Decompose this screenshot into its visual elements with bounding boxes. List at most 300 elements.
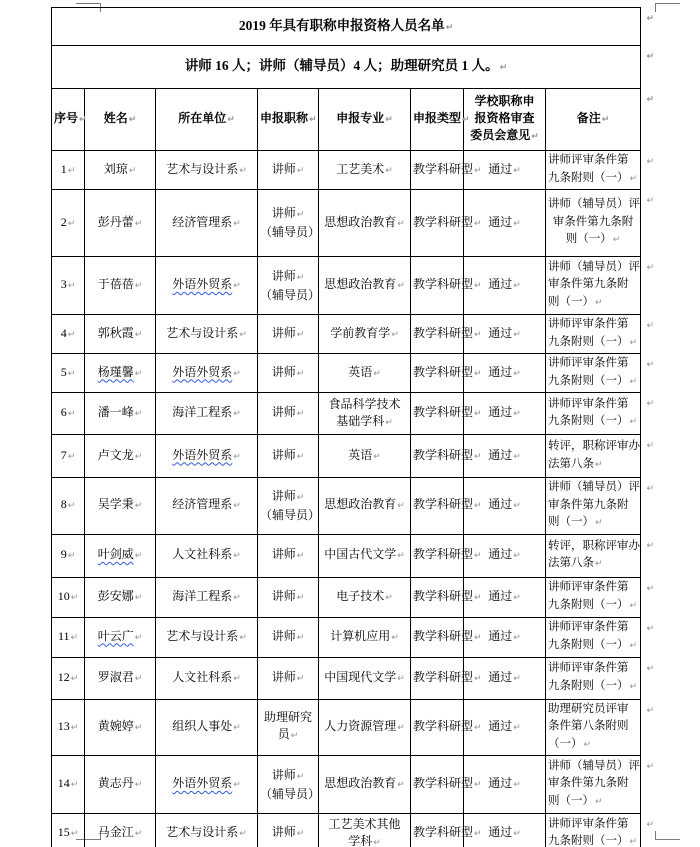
cell-text: 审条件第九条附: [548, 777, 629, 790]
crop-mark-top-right: [655, 3, 680, 12]
cell-text: 经济管理系: [172, 214, 233, 229]
cell-text: 申报职称: [260, 111, 309, 125]
cell-text: 讲师评审条件第: [548, 621, 629, 633]
cell-text: 11: [57, 628, 70, 643]
cell-text: 九条附则（一）: [548, 415, 629, 427]
table-row: [52, 190, 641, 257]
paragraph-mark-icon: ↵: [134, 451, 143, 462]
paragraph-mark-icon: ↵: [513, 329, 521, 340]
cell-name: [85, 699, 156, 756]
cell-text: 教学科研型: [413, 405, 474, 419]
cell-text: 外语外贸系: [172, 277, 233, 291]
cell-text: 马金江: [97, 825, 134, 839]
cell-text: 教学科研型: [413, 277, 474, 291]
paragraph-mark-icon: ↵: [67, 451, 76, 462]
cell-type: [411, 534, 482, 577]
cell-major: [319, 617, 411, 657]
paragraph-mark-icon: ↵: [445, 22, 454, 33]
paragraph-mark-icon: ↵: [233, 451, 241, 462]
cell-title: [258, 657, 319, 699]
cell-name: [85, 315, 156, 354]
title-row: [52, 8, 641, 46]
cell-text: 13: [57, 718, 70, 733]
cell-major: [319, 699, 411, 756]
cell-text: 讲师: [271, 669, 296, 684]
cell-title: [258, 435, 319, 478]
paragraph-mark-icon: ↵: [67, 368, 76, 379]
row-end-mark-icon: ↵: [646, 360, 655, 370]
paragraph-mark-icon: ↵: [296, 409, 305, 419]
cell-title: [258, 257, 319, 315]
cell-text: 思想政治教育: [324, 214, 397, 229]
paragraph-mark-icon: ↵: [513, 409, 521, 419]
paragraph-mark-icon: ↵: [499, 63, 508, 73]
paragraph-mark-icon: ↵: [373, 451, 381, 462]
cell-unit: [156, 435, 258, 478]
cell-text: 讲师（辅导员）评: [548, 260, 640, 273]
cell-unit: [156, 534, 258, 577]
cell-text: 讲师: [271, 628, 296, 643]
cell-opinion: [464, 257, 546, 315]
cell-text: 艺术与设计系: [166, 825, 239, 839]
cell-text: 审条件第九条附: [552, 215, 634, 228]
cell-text: 讲师评审条件第: [548, 581, 629, 593]
cell-text: 九条附则（一）: [548, 374, 629, 387]
cell-text: 教学科研型: [413, 825, 474, 839]
cell-text: 讲师评审条件第: [548, 357, 629, 369]
cell-no: [52, 151, 85, 190]
paragraph-mark-icon: ↵: [233, 551, 241, 561]
paragraph-mark-icon: ↵: [296, 272, 305, 283]
cell-text: 转评，职称评审办: [548, 440, 640, 452]
paragraph-mark-icon: ↵: [595, 459, 603, 470]
cell-text: 教学科研型: [413, 364, 474, 379]
cell-type: [411, 699, 482, 756]
cell-text: 计算机应用: [330, 628, 391, 643]
paragraph-mark-icon: ↵: [134, 551, 143, 561]
row-end-mark-icon: ↵: [646, 540, 655, 551]
cell-text: （一）: [548, 737, 583, 750]
paragraph-mark-icon: ↵: [134, 368, 143, 379]
cell-text: 序号: [54, 111, 79, 125]
cell-text: 7: [60, 447, 67, 462]
paragraph-mark-icon: ↵: [391, 632, 399, 643]
paragraph-mark-icon: ↵: [513, 780, 521, 790]
paragraph-mark-icon: ↵: [233, 673, 241, 684]
cell-text: 申报类型: [413, 111, 462, 125]
cell-opinion: [464, 534, 546, 577]
cell-name: [85, 257, 156, 315]
table-row: [52, 814, 641, 847]
cell-text: 教学科研型: [413, 718, 474, 733]
cell-remark: [546, 257, 655, 315]
cell-text: 审条件第九条附: [548, 278, 629, 291]
paragraph-mark-icon: ↵: [296, 673, 305, 684]
col-header-remark: [546, 89, 655, 151]
paragraph-mark-icon: ↵: [70, 722, 79, 733]
paragraph-mark-icon: ↵: [474, 673, 482, 684]
cell-title: [258, 478, 319, 535]
cell-text: 通过: [488, 547, 513, 561]
paragraph-mark-icon: ↵: [397, 218, 405, 229]
cell-text: 讲师: [271, 206, 296, 220]
paragraph-mark-icon: ↵: [70, 632, 79, 643]
cell-text: 经济管理系: [172, 497, 233, 512]
row-end-mark-icon: ↵: [646, 762, 655, 772]
table-row: [52, 151, 641, 190]
cell-text: 潘一峰: [97, 405, 134, 419]
cell-text: 12: [57, 669, 70, 684]
table-row: [52, 315, 641, 354]
paragraph-mark-icon: ↵: [233, 218, 241, 229]
paragraph-mark-icon: ↵: [67, 551, 76, 561]
paragraph-mark-icon: ↵: [513, 501, 521, 512]
cell-text: 通过: [488, 405, 513, 419]
paragraph-mark-icon: ↵: [513, 673, 521, 684]
paragraph-mark-icon: ↵: [397, 780, 405, 790]
cell-text: 讲师: [271, 825, 296, 839]
cell-name: [85, 354, 156, 393]
cell-no: [52, 354, 85, 393]
paragraph-mark-icon: ↵: [474, 281, 482, 291]
cell-text: 艺术与设计系: [166, 161, 239, 176]
table-row: [52, 435, 641, 478]
paragraph-mark-icon: ↵: [134, 281, 143, 291]
cell-unit: [156, 393, 258, 435]
document-summary: [52, 46, 655, 89]
cell-name: [85, 478, 156, 535]
cell-unit: [156, 190, 258, 257]
cell-unit: [156, 699, 258, 756]
row-end-mark-icon: ↵: [646, 263, 655, 273]
paragraph-mark-icon: ↵: [296, 771, 305, 782]
col-header-major: [319, 89, 411, 151]
cell-major: [319, 657, 411, 699]
cell-text: 中国现代文学: [324, 669, 397, 684]
col-header-unit: [156, 89, 258, 151]
row-end-mark-icon: ↵: [646, 441, 655, 451]
cell-no: [52, 257, 85, 315]
cell-opinion: [464, 478, 546, 535]
cell-type: [411, 756, 482, 814]
paragraph-mark-icon: ↵: [128, 115, 137, 125]
cell-text: 条件第八条附则: [548, 720, 629, 732]
row-end-mark-icon: ↵: [646, 52, 655, 62]
cell-opinion: [464, 657, 546, 699]
paragraph-mark-icon: ↵: [474, 368, 482, 379]
cell-text: 教学科研型: [413, 497, 474, 512]
table-row: [52, 756, 641, 814]
cell-text: 讲师（辅导员）评: [548, 198, 640, 211]
table-row: [52, 257, 641, 315]
paragraph-mark-icon: ↵: [629, 600, 638, 611]
cell-opinion: [464, 617, 546, 657]
cell-text: 九条附则（一）: [548, 835, 629, 847]
cell-text: 则（一）: [548, 295, 594, 308]
paragraph-mark-icon: ↵: [296, 329, 305, 340]
cell-major: [319, 257, 411, 315]
cell-text: 教学科研型: [413, 447, 474, 462]
cell-text: 外语外贸系: [172, 447, 233, 462]
cell-title: [258, 190, 319, 257]
paragraph-mark-icon: ↵: [296, 451, 305, 462]
cell-text: 思想政治教育: [324, 497, 397, 512]
cell-name: [85, 190, 156, 257]
cell-text: 则（一）: [565, 233, 612, 246]
cell-text: 14: [57, 776, 70, 790]
cell-unit: [156, 354, 258, 393]
cell-text: 通过: [488, 776, 513, 790]
cell-remark: [546, 151, 655, 190]
paragraph-mark-icon: ↵: [70, 829, 79, 839]
paragraph-mark-icon: ↵: [70, 673, 79, 684]
cell-text: 学校职称申: [474, 94, 535, 108]
cell-unit: [156, 814, 258, 847]
cell-text: 1: [60, 161, 67, 176]
cell-text: 罗淑君: [97, 669, 134, 684]
paragraph-mark-icon: ↵: [227, 115, 235, 125]
cell-type: [411, 315, 482, 354]
paragraph-mark-icon: ↵: [474, 551, 482, 561]
paragraph-mark-icon: ↵: [134, 218, 143, 229]
cell-text: 申报专业: [336, 111, 385, 125]
paragraph-mark-icon: ↵: [612, 235, 621, 246]
cell-text: （辅导员）: [260, 287, 321, 302]
cell-text: 九条附则（一）: [548, 335, 629, 348]
cell-type: [411, 657, 482, 699]
paragraph-mark-icon: ↵: [385, 165, 393, 176]
cell-text: 通过: [488, 447, 513, 462]
cell-title: [258, 617, 319, 657]
paragraph-mark-icon: ↵: [134, 329, 143, 340]
cell-text: 人力资源管理: [324, 718, 397, 733]
paragraph-mark-icon: ↵: [397, 501, 405, 512]
cell-text: 人文社科系: [172, 669, 233, 684]
cell-text: 食品科学技术: [328, 396, 401, 411]
cell-name: [85, 577, 156, 617]
cell-text: 通过: [488, 161, 513, 176]
paragraph-mark-icon: ↵: [67, 218, 76, 229]
row-end-mark-icon: ↵: [646, 196, 655, 206]
paragraph-mark-icon: ↵: [239, 829, 247, 839]
col-header-type: [411, 89, 470, 151]
paragraph-mark-icon: ↵: [513, 281, 521, 291]
table-body: [52, 8, 655, 847]
paragraph-mark-icon: ↵: [134, 632, 143, 643]
cell-text: 外语外贸系: [172, 776, 233, 790]
cell-text: 讲师评审条件第: [548, 662, 629, 674]
paragraph-mark-icon: ↵: [629, 417, 638, 427]
cell-text: 中国古代文学: [324, 547, 397, 561]
cell-text: 九条附则（一）: [548, 679, 629, 692]
cell-text: 15: [57, 825, 70, 839]
crop-mark-bottom-right: [655, 831, 680, 840]
paragraph-mark-icon: ↵: [67, 409, 76, 419]
cell-name: [85, 393, 156, 435]
paragraph-mark-icon: ↵: [296, 165, 305, 176]
paragraph-mark-icon: ↵: [67, 329, 76, 340]
paragraph-mark-icon: ↵: [474, 165, 482, 176]
paragraph-mark-icon: ↵: [397, 722, 405, 733]
paragraph-mark-icon: ↵: [134, 780, 143, 790]
paragraph-mark-icon: ↵: [397, 551, 405, 561]
header-row: [52, 89, 641, 151]
paragraph-mark-icon: ↵: [67, 281, 76, 291]
cell-text: 4: [60, 325, 67, 340]
cell-title: [258, 577, 319, 617]
cell-remark: [546, 435, 655, 478]
cell-major: [319, 814, 411, 847]
cell-type: [411, 151, 482, 190]
cell-no: [52, 478, 85, 535]
cell-text: 讲师: [271, 325, 296, 340]
cell-text: 所在单位: [178, 111, 227, 125]
cell-text: 学科: [348, 833, 373, 847]
paragraph-mark-icon: ↵: [239, 329, 247, 340]
cell-text: 九条附则（一）: [548, 638, 629, 651]
row-end-mark-icon: ↵: [646, 157, 655, 167]
cell-opinion: [464, 699, 546, 756]
cell-remark: [546, 617, 655, 657]
cell-text: 讲师评审条件第: [548, 397, 629, 410]
cell-text: 思想政治教育: [324, 277, 397, 291]
paragraph-mark-icon: ↵: [385, 115, 393, 125]
cell-text: 艺术与设计系: [166, 628, 239, 643]
paragraph-mark-icon: ↵: [474, 632, 482, 643]
row-end-mark-icon: ↵: [646, 623, 655, 634]
cell-name: [85, 151, 156, 190]
cell-title: [258, 699, 319, 756]
cell-type: [411, 478, 482, 535]
paragraph-mark-icon: ↵: [474, 722, 482, 733]
cell-title: [258, 534, 319, 577]
cell-text: 通过: [488, 325, 513, 340]
paragraph-mark-icon: ↵: [373, 837, 381, 847]
cell-unit: [156, 657, 258, 699]
cell-no: [52, 657, 85, 699]
row-end-mark-icon: ↵: [646, 95, 655, 105]
cell-remark: [546, 315, 655, 354]
cell-major: [319, 435, 411, 478]
cell-text: 讲师: [271, 447, 296, 462]
cell-no: [52, 617, 85, 657]
cell-title: [258, 756, 319, 814]
cell-text: 委员会意见: [470, 128, 531, 142]
cell-title: [258, 393, 319, 435]
paragraph-mark-icon: ↵: [513, 165, 521, 176]
table-row: [52, 617, 641, 657]
cell-text: 通过: [488, 718, 513, 733]
cell-text: 吴学秉: [97, 497, 134, 512]
row-end-mark-icon: ↵: [646, 14, 655, 24]
paragraph-mark-icon: ↵: [474, 829, 482, 839]
cell-opinion: [464, 435, 546, 478]
paragraph-mark-icon: ↵: [513, 451, 521, 462]
row-end-mark-icon: ↵: [646, 484, 655, 494]
paragraph-mark-icon: ↵: [595, 297, 603, 308]
row-end-mark-icon: ↵: [646, 820, 655, 830]
cell-text: 九条附则（一）: [548, 598, 629, 611]
cell-remark: [546, 190, 655, 257]
cell-opinion: [464, 190, 546, 257]
cell-name: [85, 534, 156, 577]
cell-text: 助理研究: [263, 710, 312, 725]
paragraph-mark-icon: ↵: [233, 592, 241, 603]
paragraph-mark-icon: ↵: [239, 632, 247, 643]
paragraph-mark-icon: ↵: [474, 329, 482, 340]
paragraph-mark-icon: ↵: [397, 673, 405, 684]
row-end-mark-icon: ↵: [646, 321, 655, 331]
cell-type: [411, 577, 482, 617]
cell-text: 讲师: [271, 405, 296, 419]
cell-text: 通过: [488, 497, 513, 512]
paragraph-mark-icon: ↵: [629, 376, 638, 387]
cell-title: [258, 814, 319, 847]
cell-remark: [546, 814, 655, 847]
cell-remark: [546, 699, 655, 756]
row-end-mark-icon: ↵: [646, 705, 655, 716]
cell-no: [52, 756, 85, 814]
cell-text: 通过: [488, 825, 513, 839]
paragraph-mark-icon: ↵: [67, 501, 76, 512]
cell-type: [411, 814, 482, 847]
row-end-mark-icon: ↵: [646, 583, 655, 594]
cell-text: 学前教育学: [330, 325, 391, 340]
cell-text: 审条件第九条附: [548, 498, 629, 511]
cell-remark: [546, 478, 655, 535]
cell-major: [319, 190, 411, 257]
cell-text: 2019 年具有职称申报资格人员名单: [238, 17, 445, 33]
document-title: [52, 8, 655, 46]
cell-text: 工艺美术: [336, 161, 385, 176]
paragraph-mark-icon: ↵: [629, 173, 638, 184]
cell-text: （辅导员）: [260, 225, 321, 239]
cell-text: （辅导员）: [260, 507, 321, 522]
paragraph-mark-icon: ↵: [474, 501, 482, 512]
paragraph-mark-icon: ↵: [233, 501, 241, 512]
cell-major: [319, 354, 411, 393]
paragraph-mark-icon: ↵: [513, 368, 521, 379]
paragraph-mark-icon: ↵: [513, 829, 521, 839]
cell-text: 8: [60, 497, 67, 512]
col-header-name: [85, 89, 156, 151]
cell-major: [319, 315, 411, 354]
paragraph-mark-icon: ↵: [531, 132, 539, 142]
paragraph-mark-icon: ↵: [385, 592, 393, 603]
cell-text: 教学科研型: [413, 547, 474, 561]
paragraph-mark-icon: ↵: [513, 551, 521, 561]
cell-text: 卢文龙: [97, 447, 134, 462]
paragraph-mark-icon: ↵: [134, 501, 143, 512]
cell-text: 基础学科: [336, 413, 385, 428]
cell-opinion: [464, 814, 546, 847]
cell-text: 讲师: [271, 161, 296, 176]
cell-name: [85, 657, 156, 699]
paragraph-mark-icon: ↵: [134, 592, 143, 603]
paragraph-mark-icon: ↵: [70, 780, 79, 790]
cell-text: （辅导员）: [260, 786, 321, 801]
cell-text: 人文社科系: [172, 547, 233, 561]
paragraph-mark-icon: ↵: [233, 722, 241, 733]
cell-text: 3: [60, 277, 67, 291]
cell-name: [85, 756, 156, 814]
cell-text: 讲师: [271, 268, 296, 283]
paragraph-mark-icon: ↵: [233, 780, 241, 790]
cell-text: 艺术与设计系: [166, 325, 239, 340]
cell-text: 讲师评审条件第: [548, 817, 629, 830]
cell-remark: [546, 393, 655, 435]
paragraph-mark-icon: ↵: [629, 681, 638, 692]
